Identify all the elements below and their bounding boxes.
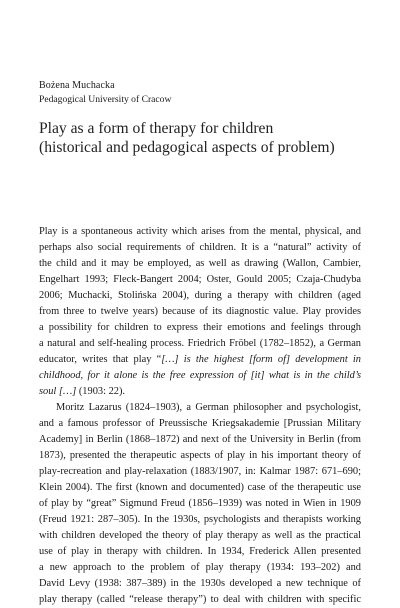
body-line: Moritz Lazarus (1824–1903), a German philosopher and psychologist, [56, 402, 361, 414]
quoted-text: […] is the highest [form of] development in [161, 354, 361, 366]
body-text: educator, writes that play “ [39, 354, 162, 366]
body-text: (1903: 22). [76, 386, 126, 398]
body-line: Engelhart 1993; Fleck-Bangert 2004; Oster, Gould 2005; Czaja-Chudyba [39, 274, 361, 286]
body-line: David Levy (1938: 387–389) in the 1930s developed a new technique of [39, 578, 361, 590]
body-line: 2006; Muchacki, Stolińska 2004), during a therapy with children (aged [39, 290, 361, 302]
body-line: with children developed the theory of play therapy as well as the practical [39, 530, 361, 542]
body-line: of play by “great” Sigmund Freud (1856–1939) was noted in Wien in 1909 [39, 498, 361, 510]
body-line: and a famous professor of Preussische Kriegsakademie [Prussian Military [39, 418, 361, 430]
quoted-text: childhood, for it alone is the free expression of [it] what is in the child’s [39, 370, 361, 382]
title-line: Play as a form of therapy for children [39, 120, 274, 137]
body-line-quote-end [39, 384, 361, 400]
quoted-text: soul […] [39, 386, 77, 398]
body-line-quote-start [39, 352, 361, 368]
body-line: (Freud 1921: 287–305). In the 1930s, psychologists and therapists working [39, 514, 361, 526]
body-line: a new approach to the problem of play therapy (1934: 193–202) and [39, 562, 361, 574]
title-line: (historical and pedagogical aspects of problem) [39, 139, 335, 156]
article-body [39, 224, 361, 608]
body-line: a natural and self-healing process. Friedrich Fröbel (1782–1852), a German [39, 338, 361, 350]
body-line: perhaps also social requirements of children. It is a “natural” activity of [39, 242, 361, 254]
body-line: Klein 2004). The first (known and documented) case of the therapeutic use [39, 482, 361, 494]
body-line: Play is a spontaneous activity which arises from the mental, physical, and [39, 226, 361, 237]
body-line: use of play in therapy with children. In 1934, Frederick Allen presented [39, 546, 361, 558]
body-line: Academy] in Berlin (1868–1872) and next of the University in Berlin (from [39, 434, 361, 446]
body-line: from three to twelve years) because of its diagnostic value. Play provides [39, 306, 361, 318]
body-line: play-recreation and play-relaxation (1883/1907, in: Kalmar 1987: 671–690; [39, 466, 361, 478]
body-line: the child and it may be employed, as well as drawing (Wallon, Cambier, [39, 258, 361, 270]
article-title [39, 119, 379, 157]
body-line: a possibility for children to express their emotions and feelings through [39, 322, 361, 334]
body-line: 1873), presented the therapeutic aspects of play in his important theory of [39, 450, 361, 462]
body-line: play therapy (called “release therapy”) to deal with children with specific [39, 594, 361, 606]
author-name: Bożena Muchacka [39, 80, 115, 91]
body-line-quote [39, 368, 361, 384]
author-affiliation: Pedagogical University of Cracow [39, 94, 172, 105]
